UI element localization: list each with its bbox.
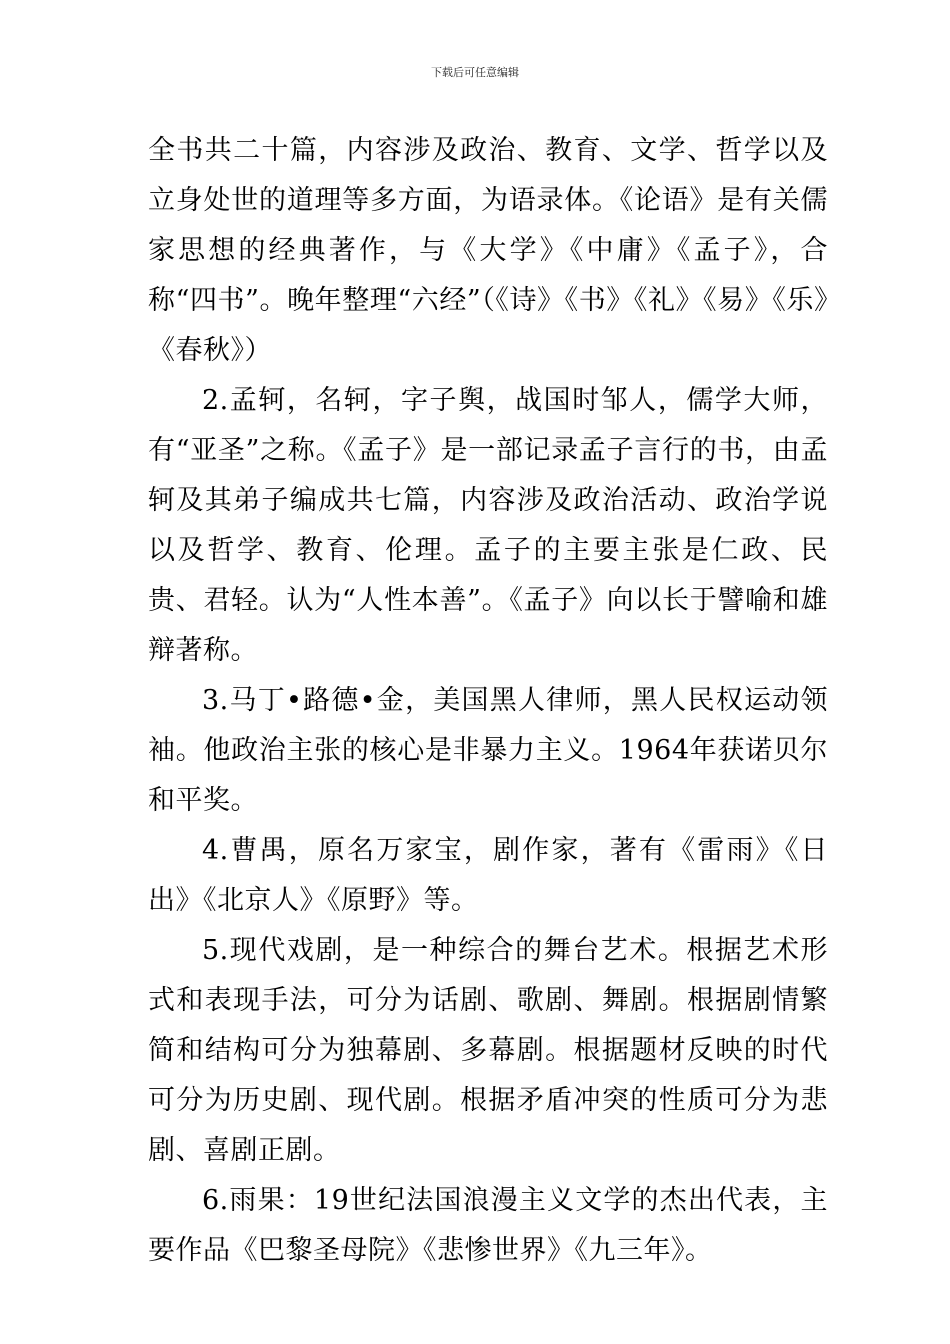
paragraph-caoyu: 4.曹禺，原名万家宝，剧作家，著有《雷雨》《日出》《北京人》《原野》等。 — [148, 835, 828, 916]
paragraph-modern-drama: 5.现代戏剧，是一种综合的舞台艺术。根据艺术形式和表现手法，可分为话剧、歌剧、舞剧。根据剧情繁简和结构可分为独幕剧、多幕剧。根据题材反映的时代可分为历史剧、现代剧。根据矛盾冲突的性质可分为悲剧、喜剧正剧。 — [148, 935, 828, 1166]
document-body — [148, 126, 828, 1276]
paragraph-martin-luther-king: 3.马丁•路德•金，美国黑人律师，黑人民权运动领袖。他政治主张的核心是非暴力主义。1964年获诺贝尔和平奖。 — [148, 685, 828, 816]
paragraph-hugo: 6.雨果：19世纪法国浪漫主义文学的杰出代表，主要作品《巴黎圣母院》《悲惨世界》《九三年》。 — [148, 1185, 828, 1266]
paragraph-lunyu-summary: 全书共二十篇，内容涉及政治、教育、文学、哲学以及立身处世的道理等多方面，为语录体。《论语》是有关儒家思想的经典著作，与《大学》《中庸》《孟子》，合称“四书”。晚年整理“六经”（《诗》《书》《礼》《易》《乐》《春秋》） — [148, 135, 828, 366]
page-header: 下载后可任意编辑 — [431, 66, 519, 79]
paragraph-mengke: 2.孟轲，名轲，字子舆，战国时邹人，儒学大师，有“亚圣”之称。《孟子》是一部记录孟子言行的书，由孟轲及其弟子编成共七篇，内容涉及政治活动、政治学说以及哲学、教育、伦理。孟子的主要主张是仁政、民贵、君轻。认为“人性本善”。《孟子》向以长于譬喻和雄辩著称。 — [148, 385, 828, 666]
